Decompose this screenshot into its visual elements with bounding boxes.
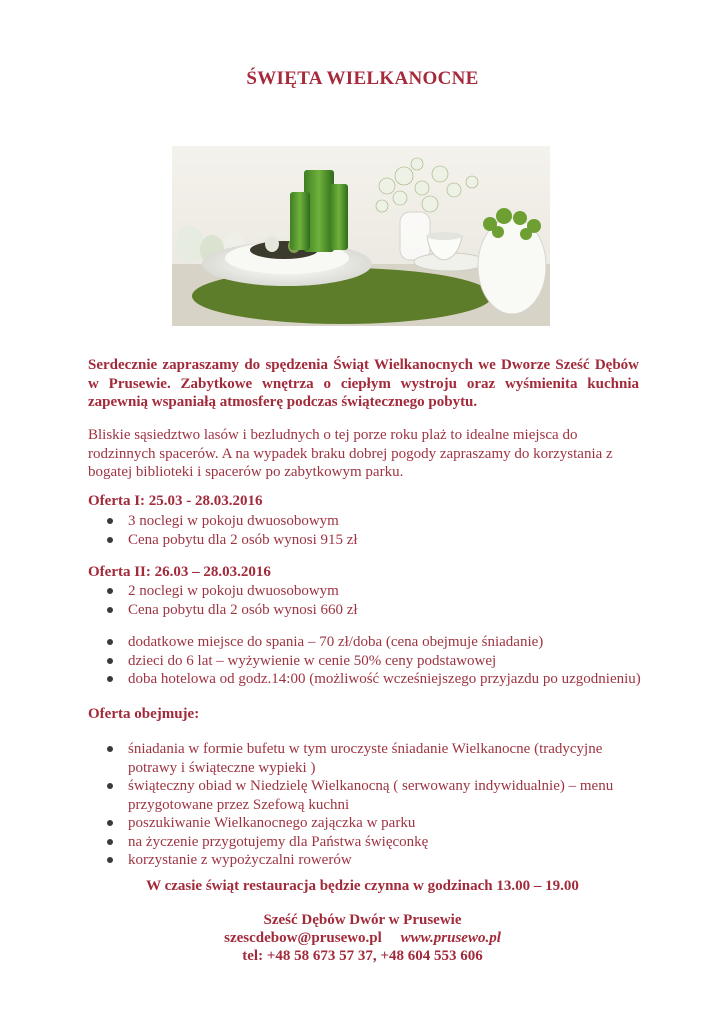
bullet-icon <box>107 639 113 645</box>
list-item: Cena pobytu dla 2 osób wynosi 660 zł <box>88 601 648 620</box>
list-item: 3 noclegi w pokoju dwuosobowym <box>88 512 648 531</box>
easter-table-photo <box>172 146 550 326</box>
includes-list <box>88 740 628 870</box>
bullet-icon <box>107 607 113 613</box>
list-item: korzystanie z wypożyczalni rowerów <box>88 851 628 870</box>
offer-1-heading: Oferta I: 25.03 - 28.03.2016 <box>88 493 263 509</box>
bullet-icon <box>107 746 113 752</box>
list-item: świąteczny obiad w Niedzielę Wielkanocną ( serwowany indywidualnie) – menu przygotowane przez Szefową kuchni <box>88 777 628 814</box>
bullet-icon <box>107 518 113 524</box>
bullet-icon <box>107 839 113 845</box>
list-item: dzieci do 6 lat – wyżywienie w cenie 50% ceny podstawowej <box>88 652 658 671</box>
bullet-icon <box>107 588 113 594</box>
contact-line <box>0 930 725 947</box>
bullet-icon <box>107 857 113 863</box>
bullet-icon <box>107 537 113 543</box>
offer-1-list <box>88 512 648 549</box>
intro-paragraph: Serdecznie zapraszamy do spędzenia Świąt Wielkanocnych we Dworze Sześć Dębów w Prusewie. Zabytkowe wnętrza o ciepłym wystroju oraz wyśmienita kuchnia zapewnią wspaniałą atmosferę podczas świątecznego pobytu. <box>88 357 639 410</box>
list-item: 2 noclegi w pokoju dwuosobowym <box>88 582 648 601</box>
list-item: doba hotelowa od godz.14:00 (możliwość wcześniejszego przyjazdu po uzgodnieniu) <box>88 670 658 689</box>
list-item: dodatkowe miejsce do spania – 70 zł/doba (cena obejmuje śniadanie) <box>88 633 658 652</box>
page-title: ŚWIĘTA WIELKANOCNE <box>246 68 479 89</box>
bullet-icon <box>107 783 113 789</box>
website-link[interactable]: www.prusewo.pl <box>400 930 501 946</box>
phone-line: tel: +48 58 673 57 37, +48 604 553 606 <box>242 948 483 964</box>
restaurant-hours: W czasie świąt restauracja będzie czynna w godzinach 13.00 – 19.00 <box>146 878 579 894</box>
bullet-icon <box>107 676 113 682</box>
list-item: śniadania w formie bufetu w tym uroczyste śniadanie Wielkanocne (tradycyjne potrawy i świąteczne wypieki ) <box>88 740 628 777</box>
includes-heading: Oferta obejmuje: <box>88 706 200 722</box>
bullet-icon <box>107 820 113 826</box>
list-item: Cena pobytu dla 2 osób wynosi 915 zł <box>88 531 648 550</box>
list-item: na życzenie przygotujemy dla Państwa święconkę <box>88 833 628 852</box>
offer-2-heading: Oferta II: 26.03 – 28.03.2016 <box>88 564 271 580</box>
extras-list <box>88 633 658 689</box>
venue-name: Sześć Dębów Dwór w Prusewie <box>263 912 462 928</box>
offer-2-list <box>88 582 648 619</box>
email-link[interactable]: szescdebow@prusewo.pl <box>224 930 382 946</box>
surroundings-paragraph: Bliskie sąsiedztwo lasów i bezludnych o tej porze roku plaż to idealne miejsca do rodzinnych spacerów. A na wypadek braku dobrej pogody zapraszamy do korzystania z bogatej biblioteki i spacerów po zabytkowym parku. <box>88 427 613 480</box>
list-item: poszukiwanie Wielkanocnego zajączka w parku <box>88 814 628 833</box>
bullet-icon <box>107 658 113 664</box>
